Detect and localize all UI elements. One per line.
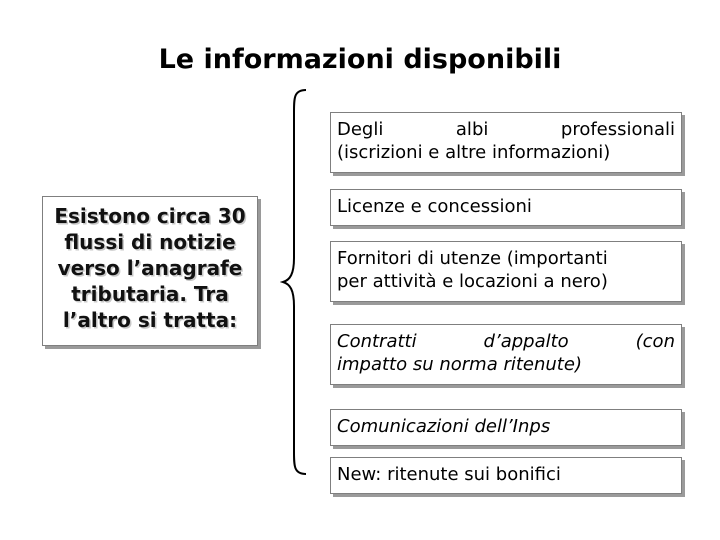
intro-line: tributaria. Tra: [71, 282, 229, 306]
item-text: professionali: [560, 119, 675, 140]
item-text: d’appalto: [483, 331, 569, 352]
intro-line: l’altro si tratta:: [62, 308, 238, 332]
list-item-albi: [330, 112, 682, 173]
list-item-licenze: [330, 189, 682, 226]
list-item-contratti: [330, 324, 682, 385]
item-text: albi: [455, 119, 489, 140]
list-item-bonifici: [330, 457, 682, 494]
intro-line: flussi di notizie: [64, 230, 236, 254]
item-text: (iscrizioni e altre informazioni): [337, 142, 611, 163]
curly-brace-icon: [280, 88, 310, 476]
item-text: Comunicazioni dell’Inps: [337, 416, 551, 437]
list-item-fornitori: [330, 241, 682, 302]
slide-title: Le informazioni disponibili: [158, 44, 562, 75]
intro-line: Esistono circa 30: [54, 204, 246, 228]
intro-box: [42, 196, 258, 346]
item-text: Degli: [337, 119, 384, 140]
item-text: impatto su norma ritenute): [337, 354, 582, 375]
item-text: Fornitori di utenze (importanti: [337, 248, 608, 269]
intro-line: verso l’anagrafe: [57, 256, 243, 280]
list-item-inps: [330, 409, 682, 446]
item-text: New: ritenute sui bonifici: [337, 464, 561, 485]
item-text: Licenze e concessioni: [337, 196, 532, 217]
item-text: Contratti: [337, 331, 417, 352]
item-text: per attività e locazioni a nero): [337, 271, 608, 292]
item-text: (con: [635, 331, 675, 352]
